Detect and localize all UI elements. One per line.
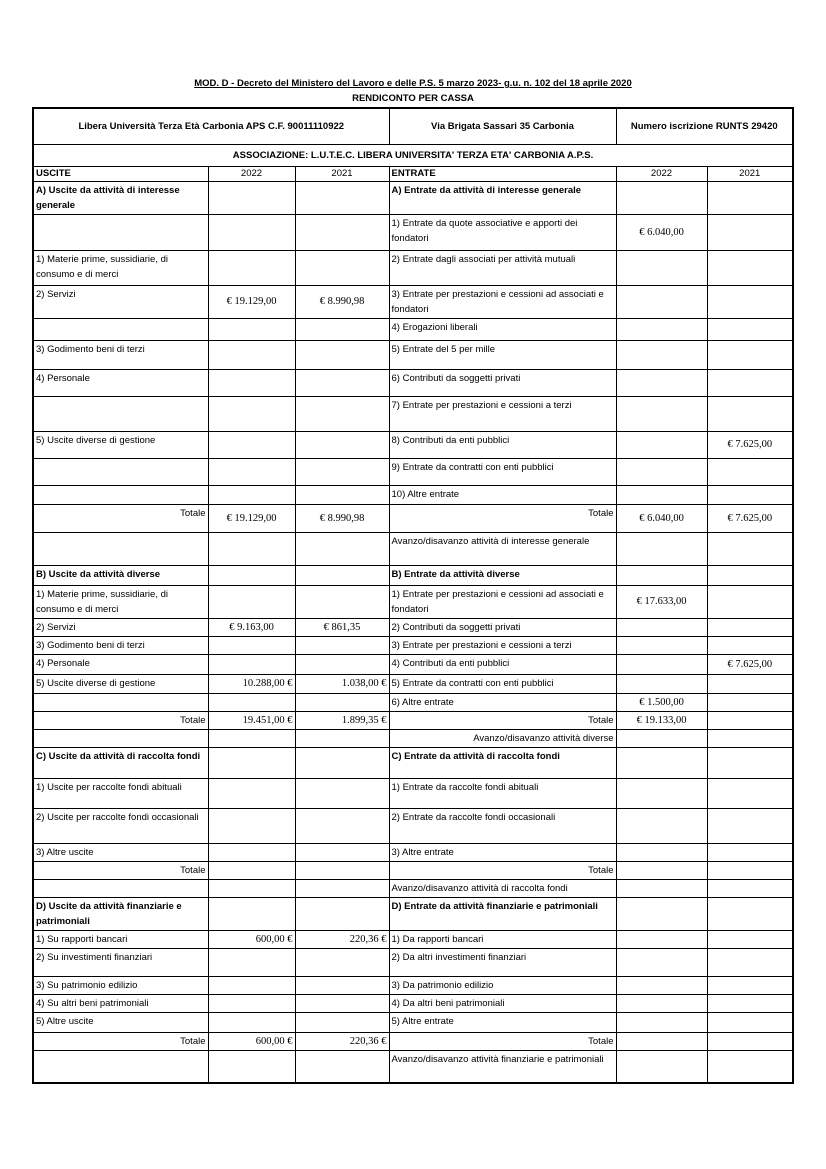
uscite-2021-value [295, 214, 389, 250]
uscite-label: 2) Servizi [33, 285, 208, 318]
uscite-2022-value [208, 369, 295, 396]
entrate-label: 3) Entrate per prestazioni e cessioni a terzi [389, 636, 616, 654]
uscite-2022-value: 19.451,00 € [208, 711, 295, 729]
entrate-2021-value [707, 340, 793, 369]
entrate-label: Totale [389, 1032, 616, 1050]
uscite-2021-value [295, 994, 389, 1012]
uscite-2021-value [295, 897, 389, 930]
uscite-label: A) Uscite da attività di interesse generale [33, 181, 208, 214]
table-row [33, 340, 793, 369]
uscite-label [33, 458, 208, 485]
entrate-2022-value [616, 181, 707, 214]
table-row [33, 431, 793, 458]
entrate-label: 4) Contributi da enti pubblici [389, 654, 616, 674]
entrate-2021-value [707, 532, 793, 565]
table-row [33, 674, 793, 693]
entrate-label: 6) Altre entrate [389, 693, 616, 711]
uscite-2022-value [208, 778, 295, 808]
entrate-2021-value [707, 693, 793, 711]
uscite-2021-value: € 861,35 [295, 618, 389, 636]
table-row [33, 318, 793, 340]
entrate-label: C) Entrate da attività di raccolta fondi [389, 747, 616, 778]
uscite-2022-value [208, 861, 295, 879]
entrate-2021-value [707, 879, 793, 897]
entrate-2021-value [707, 930, 793, 948]
uscite-label: D) Uscite da attività finanziarie e patrimoniali [33, 897, 208, 930]
table-row [33, 930, 793, 948]
entrate-label: Avanzo/disavanzo attività finanziarie e patrimoniali [389, 1050, 616, 1083]
entrate-2021-value [707, 747, 793, 778]
uscite-2021-value: 1.038,00 € [295, 674, 389, 693]
entrate-label: 4) Da altri beni patrimoniali [389, 994, 616, 1012]
uscite-label: 4) Personale [33, 654, 208, 674]
uscite-2021-value [295, 585, 389, 618]
entrate-2021-value [707, 808, 793, 843]
entrate-2021-value [707, 843, 793, 861]
entrate-2022-value [616, 778, 707, 808]
entrate-2021-value: € 7.625,00 [707, 504, 793, 532]
uscite-2022-value [208, 431, 295, 458]
entrate-label: 2) Contributi da soggetti privati [389, 618, 616, 636]
entrate-2021-value [707, 1032, 793, 1050]
entrate-2022-value [616, 285, 707, 318]
uscite-label [33, 318, 208, 340]
entrate-2022-value [616, 1012, 707, 1032]
uscite-2021-value [295, 396, 389, 431]
uscite-label: Totale [33, 711, 208, 729]
uscite-2021-value [295, 729, 389, 747]
entrate-2022-value: € 6.040,00 [616, 504, 707, 532]
table-row [33, 214, 793, 250]
uscite-2022-value [208, 1012, 295, 1032]
entrate-label: 1) Entrate da quote associative e apporti dei fondatori [389, 214, 616, 250]
uscite-label [33, 214, 208, 250]
entrate-2021-value [707, 897, 793, 930]
entrate-2022-value [616, 897, 707, 930]
entrate-2022-value [616, 458, 707, 485]
entrate-2022-value [616, 636, 707, 654]
entrate-2022-value [616, 1032, 707, 1050]
uscite-2022-value [208, 879, 295, 897]
uscite-label: 3) Altre uscite [33, 843, 208, 861]
association-row [33, 144, 793, 166]
uscite-label: 1) Uscite per raccolte fondi abituali [33, 778, 208, 808]
uscite-label [33, 1050, 208, 1083]
entrate-2021-value [707, 285, 793, 318]
entrate-2021-value [707, 396, 793, 431]
entrate-year-2022: 2022 [616, 166, 707, 181]
table-row [33, 504, 793, 532]
table-row [33, 861, 793, 879]
uscite-2022-value [208, 654, 295, 674]
uscite-label: 3) Su patrimonio edilizio [33, 976, 208, 994]
table-row [33, 654, 793, 674]
uscite-2021-value [295, 318, 389, 340]
table-row [33, 585, 793, 618]
entrate-2022-value [616, 618, 707, 636]
entrate-label: 4) Erogazioni liberali [389, 318, 616, 340]
entrate-2021-value [707, 636, 793, 654]
entrate-label: 1) Da rapporti bancari [389, 930, 616, 948]
entrate-label: Avanzo/disavanzo attività di raccolta fondi [389, 879, 616, 897]
uscite-label: B) Uscite da attività diverse [33, 565, 208, 585]
entrate-2021-value [707, 585, 793, 618]
uscite-label: 1) Materie prime, sussidiarie, di consumo e di merci [33, 250, 208, 285]
entrate-2021-value [707, 458, 793, 485]
uscite-2021-value [295, 636, 389, 654]
uscite-2022-value [208, 1050, 295, 1083]
uscite-2022-value: 600,00 € [208, 1032, 295, 1050]
form-model-title: MOD. D - Decreto del Ministero del Lavoro e delle P.S. 5 marzo 2023- g.u. n. 102 del 18 aprile 2020 [194, 78, 632, 89]
association-name: ASSOCIAZIONE: L.U.T.E.C. LIBERA UNIVERSITA' TERZA ETA' CARBONIA A.P.S. [33, 144, 793, 166]
uscite-2022-value [208, 485, 295, 504]
table-row [33, 843, 793, 861]
uscite-2022-value [208, 897, 295, 930]
entrate-label: 3) Altre entrate [389, 843, 616, 861]
entrate-2021-value [707, 250, 793, 285]
table-row [33, 458, 793, 485]
entrate-2021-value [707, 1050, 793, 1083]
entrate-label: 3) Entrate per prestazioni e cessioni ad associati e fondatori [389, 285, 616, 318]
entrate-2021-value [707, 318, 793, 340]
entrate-2021-value [707, 778, 793, 808]
uscite-2021-value [295, 485, 389, 504]
table-row [33, 636, 793, 654]
info-row [33, 108, 793, 144]
entrate-2022-value: € 6.040,00 [616, 214, 707, 250]
entrate-label: 5) Altre entrate [389, 1012, 616, 1032]
org-name: Libera Università Terza Età Carbonia APS C.F. 90011110922 [33, 108, 389, 144]
table-row [33, 618, 793, 636]
entrate-2022-value [616, 948, 707, 976]
uscite-2022-value [208, 808, 295, 843]
uscite-label: 5) Altre uscite [33, 1012, 208, 1032]
entrate-2022-value [616, 879, 707, 897]
uscite-label [33, 879, 208, 897]
uscite-2022-value: 10.288,00 € [208, 674, 295, 693]
entrate-2022-value [616, 654, 707, 674]
uscite-2021-value [295, 976, 389, 994]
entrate-2021-value [707, 618, 793, 636]
entrate-2022-value [616, 1050, 707, 1083]
entrate-2022-value [616, 369, 707, 396]
report-title: RENDICONTO PER CASSA [352, 93, 474, 104]
entrate-year-2021: 2021 [707, 166, 793, 181]
table-row [33, 485, 793, 504]
uscite-label [33, 532, 208, 565]
entrate-2021-value: € 7.625,00 [707, 654, 793, 674]
uscite-label: 2) Uscite per raccolte fondi occasionali [33, 808, 208, 843]
entrate-2021-value [707, 994, 793, 1012]
uscite-2022-value [208, 976, 295, 994]
uscite-2021-value [295, 1050, 389, 1083]
entrate-2021-value [707, 711, 793, 729]
entrate-2022-value [616, 729, 707, 747]
uscite-2021-value: 220,36 € [295, 1032, 389, 1050]
uscite-2022-value [208, 458, 295, 485]
table-row [33, 778, 793, 808]
uscite-2022-value [208, 948, 295, 976]
entrate-label: 1) Entrate per prestazioni e cessioni ad associati e fondatori [389, 585, 616, 618]
entrate-2021-value: € 7.625,00 [707, 431, 793, 458]
uscite-2022-value: 600,00 € [208, 930, 295, 948]
table-row [33, 1050, 793, 1083]
entrate-2022-value [616, 843, 707, 861]
entrate-label: 7) Entrate per prestazioni e cessioni a terzi [389, 396, 616, 431]
uscite-2021-value [295, 654, 389, 674]
entrate-label: 8) Contributi da enti pubblici [389, 431, 616, 458]
uscite-2022-value [208, 585, 295, 618]
uscite-2021-value: € 8.990,98 [295, 504, 389, 532]
uscite-label: 1) Su rapporti bancari [33, 930, 208, 948]
entrate-label: 6) Contributi da soggetti privati [389, 369, 616, 396]
entrate-label: D) Entrate da attività finanziarie e patrimoniali [389, 897, 616, 930]
uscite-label: 4) Personale [33, 369, 208, 396]
entrate-label: Totale [389, 711, 616, 729]
entrate-label: Avanzo/disavanzo attività di interesse generale [389, 532, 616, 565]
uscite-label: 2) Su investimenti finanziari [33, 948, 208, 976]
uscite-label: Totale [33, 504, 208, 532]
entrate-label: Avanzo/disavanzo attività diverse [389, 729, 616, 747]
uscite-2021-value: 220,36 € [295, 930, 389, 948]
table-row [33, 369, 793, 396]
entrate-label: 5) Entrate da contratti con enti pubblici [389, 674, 616, 693]
table-row [33, 897, 793, 930]
uscite-2022-value [208, 318, 295, 340]
uscite-2022-value [208, 994, 295, 1012]
uscite-2021-value: € 8.990,98 [295, 285, 389, 318]
uscite-year-2022: 2022 [208, 166, 295, 181]
entrate-2022-value: € 17.633,00 [616, 585, 707, 618]
entrate-2022-value [616, 565, 707, 585]
uscite-label: Totale [33, 1032, 208, 1050]
uscite-2021-value [295, 250, 389, 285]
entrate-2021-value [707, 976, 793, 994]
entrate-label: B) Entrate da attività diverse [389, 565, 616, 585]
uscite-2022-value [208, 693, 295, 711]
table-row [33, 565, 793, 585]
entrate-label: 10) Altre entrate [389, 485, 616, 504]
uscite-year-2021: 2021 [295, 166, 389, 181]
entrate-2021-value [707, 369, 793, 396]
entrate-2022-value [616, 808, 707, 843]
uscite-2021-value [295, 861, 389, 879]
entrate-label: 2) Da altri investimenti finanziari [389, 948, 616, 976]
entrate-2021-value [707, 861, 793, 879]
uscite-2021-value [295, 431, 389, 458]
entrate-2022-value [616, 250, 707, 285]
uscite-2022-value: € 19.129,00 [208, 504, 295, 532]
uscite-label [33, 693, 208, 711]
table-row [33, 994, 793, 1012]
uscite-2021-value [295, 693, 389, 711]
entrate-label: 5) Entrate del 5 per mille [389, 340, 616, 369]
entrate-header: ENTRATE [389, 166, 616, 181]
uscite-2022-value [208, 340, 295, 369]
entrate-2022-value [616, 396, 707, 431]
entrate-2021-value [707, 948, 793, 976]
entrate-label: 1) Entrate da raccolte fondi abituali [389, 778, 616, 808]
runts-number: Numero iscrizione RUNTS 29420 [616, 108, 793, 144]
uscite-label: 2) Servizi [33, 618, 208, 636]
entrate-2021-value [707, 1012, 793, 1032]
entrate-2022-value [616, 994, 707, 1012]
entrate-2022-value [616, 532, 707, 565]
uscite-2021-value [295, 843, 389, 861]
entrate-2022-value [616, 318, 707, 340]
table-row [33, 729, 793, 747]
column-header-row [33, 166, 793, 181]
uscite-2022-value: € 9.163,00 [208, 618, 295, 636]
entrate-2022-value [616, 485, 707, 504]
org-address: Via Brigata Sassari 35 Carbonia [389, 108, 616, 144]
table-row [33, 948, 793, 976]
uscite-label: C) Uscite da attività di raccolta fondi [33, 747, 208, 778]
uscite-label [33, 396, 208, 431]
entrate-2021-value [707, 565, 793, 585]
uscite-2021-value [295, 181, 389, 214]
entrate-label: 2) Entrate dagli associati per attività mutuali [389, 250, 616, 285]
uscite-label: 5) Uscite diverse di gestione [33, 431, 208, 458]
uscite-2022-value [208, 532, 295, 565]
entrate-2022-value [616, 431, 707, 458]
entrate-2021-value [707, 485, 793, 504]
uscite-2021-value [295, 879, 389, 897]
uscite-2021-value [295, 458, 389, 485]
entrate-2022-value [616, 747, 707, 778]
entrate-label: A) Entrate da attività di interesse generale [389, 181, 616, 214]
entrate-2022-value [616, 674, 707, 693]
entrate-label: 3) Da patrimonio edilizio [389, 976, 616, 994]
uscite-2021-value [295, 808, 389, 843]
uscite-label [33, 485, 208, 504]
entrate-2022-value [616, 340, 707, 369]
entrate-2021-value [707, 674, 793, 693]
table-row [33, 1012, 793, 1032]
table-row [33, 808, 793, 843]
uscite-2022-value [208, 729, 295, 747]
table-row [33, 976, 793, 994]
uscite-2022-value [208, 181, 295, 214]
entrate-2022-value: € 1.500,00 [616, 693, 707, 711]
uscite-2021-value [295, 340, 389, 369]
entrate-2021-value [707, 214, 793, 250]
entrate-label: 2) Entrate da raccolte fondi occasionali [389, 808, 616, 843]
table-row [33, 747, 793, 778]
entrate-2021-value [707, 181, 793, 214]
uscite-2021-value: 1.899,35 € [295, 711, 389, 729]
entrate-label: 9) Entrate da contratti con enti pubblici [389, 458, 616, 485]
entrate-2022-value [616, 861, 707, 879]
uscite-2022-value [208, 396, 295, 431]
table-row [33, 250, 793, 285]
entrate-2021-value [707, 729, 793, 747]
uscite-2022-value [208, 636, 295, 654]
table-row [33, 532, 793, 565]
uscite-label [33, 729, 208, 747]
table-row [33, 181, 793, 214]
uscite-2021-value [295, 948, 389, 976]
table-row [33, 1032, 793, 1050]
table-row [33, 285, 793, 318]
uscite-2022-value [208, 214, 295, 250]
uscite-2021-value [295, 1012, 389, 1032]
uscite-label: 5) Uscite diverse di gestione [33, 674, 208, 693]
uscite-2022-value [208, 747, 295, 778]
table-row [33, 879, 793, 897]
uscite-2021-value [295, 778, 389, 808]
uscite-label: Totale [33, 861, 208, 879]
entrate-2022-value [616, 976, 707, 994]
table-row [33, 396, 793, 431]
entrate-label: Totale [389, 861, 616, 879]
uscite-2022-value [208, 250, 295, 285]
table-row [33, 693, 793, 711]
table-row [33, 711, 793, 729]
uscite-2021-value [295, 747, 389, 778]
uscite-label: 1) Materie prime, sussidiarie, di consumo e di merci [33, 585, 208, 618]
uscite-2021-value [295, 565, 389, 585]
uscite-header: USCITE [33, 166, 208, 181]
uscite-2022-value [208, 843, 295, 861]
uscite-2021-value [295, 369, 389, 396]
uscite-label: 3) Godimento beni di terzi [33, 340, 208, 369]
uscite-2021-value [295, 532, 389, 565]
uscite-2022-value [208, 565, 295, 585]
entrate-2022-value: € 19.133,00 [616, 711, 707, 729]
uscite-label: 3) Godimento beni di terzi [33, 636, 208, 654]
uscite-2022-value: € 19.129,00 [208, 285, 295, 318]
uscite-label: 4) Su altri beni patrimoniali [33, 994, 208, 1012]
entrate-2022-value [616, 930, 707, 948]
rendiconto-table [32, 107, 794, 1084]
entrate-label: Totale [389, 504, 616, 532]
